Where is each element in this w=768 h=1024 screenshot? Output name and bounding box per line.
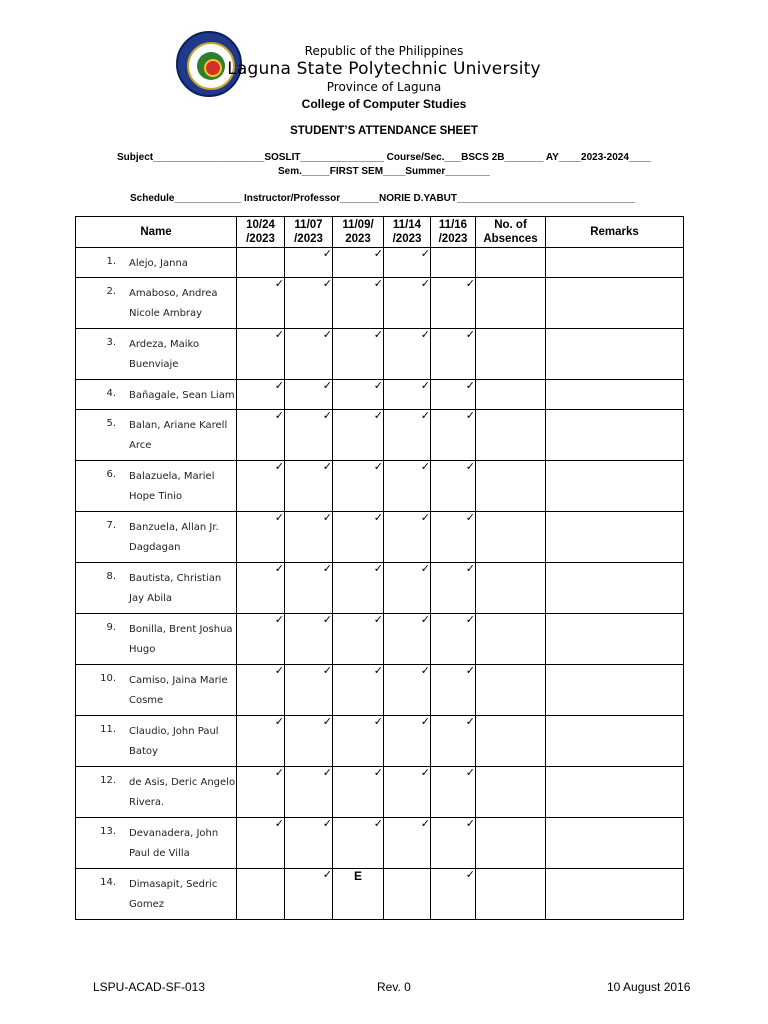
- row-number: 14.: [100, 877, 116, 888]
- attendance-mark-cell: ✓: [431, 716, 476, 767]
- remarks-cell: [546, 380, 684, 410]
- remarks-cell: [546, 665, 684, 716]
- name-column-header: Name: [76, 217, 237, 248]
- attendance-table: [75, 216, 684, 920]
- row-number: 9.: [106, 622, 116, 633]
- absences-column-header: No. of Absences: [476, 217, 546, 248]
- attendance-mark-cell: ✓: [285, 278, 333, 329]
- student-name-cell: [76, 248, 237, 278]
- attendance-mark-cell: ✓: [333, 380, 384, 410]
- subject-course-line: Subject____________________SOSLIT_______________ Course/Sec.___BSCS 2B_______ AY____2023-2024____: [117, 152, 652, 163]
- attendance-mark-cell: ✓: [431, 614, 476, 665]
- row-number: 12.: [100, 775, 116, 786]
- attendance-mark-cell: ✓: [285, 461, 333, 512]
- attendance-mark-cell: ✓: [431, 380, 476, 410]
- remarks-cell: [546, 563, 684, 614]
- absences-cell: [476, 512, 546, 563]
- row-number: 2.: [106, 286, 116, 297]
- sheet-title: STUDENT’S ATTENDANCE SHEET: [290, 125, 478, 137]
- attendance-mark-cell: [384, 869, 431, 920]
- absences-cell: [476, 248, 546, 278]
- table-row: [76, 278, 684, 329]
- attendance-mark-cell: ✓: [333, 461, 384, 512]
- attendance-mark-cell: ✓: [384, 248, 431, 278]
- attendance-mark-cell: ✓: [431, 461, 476, 512]
- absences-cell: [476, 614, 546, 665]
- student-name-cell: [76, 461, 237, 512]
- attendance-mark-cell: ✓: [237, 410, 285, 461]
- attendance-mark-cell: ✓: [384, 461, 431, 512]
- attendance-mark-cell: ✓: [333, 512, 384, 563]
- student-name-cell: [76, 614, 237, 665]
- student-name-cell: [76, 380, 237, 410]
- student-name-cell: [76, 512, 237, 563]
- attendance-mark-cell: ✓: [285, 512, 333, 563]
- row-number: 5.: [106, 418, 116, 429]
- table-row: [76, 818, 684, 869]
- absences-cell: [476, 461, 546, 512]
- attendance-mark-cell: ✓: [237, 614, 285, 665]
- attendance-mark-cell: [237, 869, 285, 920]
- student-name: Balazuela, Mariel Hope Tinio: [129, 471, 215, 502]
- absences-cell: [476, 329, 546, 380]
- republic-heading: Republic of the Philippines: [304, 44, 464, 58]
- remarks-cell: [546, 278, 684, 329]
- province-heading: Province of Laguna: [326, 80, 442, 94]
- absences-cell: [476, 410, 546, 461]
- table-row: [76, 461, 684, 512]
- attendance-mark-cell: ✓: [333, 665, 384, 716]
- row-number: 11.: [100, 724, 116, 735]
- table-row: [76, 380, 684, 410]
- attendance-mark-cell: ✓: [285, 380, 333, 410]
- table-row: [76, 248, 684, 278]
- date-column-header: 11/16 /2023: [431, 217, 476, 248]
- row-number: 1.: [106, 256, 116, 267]
- attendance-mark-cell: [237, 248, 285, 278]
- attendance-mark-cell: ✓: [333, 248, 384, 278]
- student-name-cell: [76, 329, 237, 380]
- attendance-mark-cell: ✓: [431, 410, 476, 461]
- schedule-instructor-line: Schedule____________ Instructor/Professor_______NORIE D.YABUT________________________________: [130, 193, 635, 204]
- college-heading: College of Computer Studies: [301, 97, 467, 111]
- revision-number: Rev. 0: [377, 980, 411, 994]
- remarks-column-header: Remarks: [546, 217, 684, 248]
- remarks-cell: [546, 329, 684, 380]
- university-name: Laguna State Polytechnic University: [227, 59, 541, 79]
- table-row: [76, 329, 684, 380]
- row-number: 4.: [106, 388, 116, 399]
- attendance-mark-cell: ✓: [384, 380, 431, 410]
- absences-cell: [476, 818, 546, 869]
- attendance-mark-cell: ✓: [431, 278, 476, 329]
- student-name: Alejo, Janna: [129, 258, 188, 269]
- attendance-mark-cell: ✓: [237, 716, 285, 767]
- student-name-cell: [76, 410, 237, 461]
- attendance-mark-cell: ✓: [237, 665, 285, 716]
- absences-cell: [476, 767, 546, 818]
- student-name-cell: [76, 665, 237, 716]
- table-row: [76, 767, 684, 818]
- student-name: Bautista, Christian Jay Abila: [129, 573, 222, 604]
- attendance-mark-cell: ✓: [333, 410, 384, 461]
- attendance-mark-cell: ✓: [431, 665, 476, 716]
- attendance-mark-cell: ✓: [285, 869, 333, 920]
- student-name: Bañagale, Sean Liam: [129, 390, 235, 401]
- absences-cell: [476, 278, 546, 329]
- student-name: Amaboso, Andrea Nicole Ambray: [129, 288, 218, 319]
- remarks-cell: [546, 818, 684, 869]
- form-date: 10 August 2016: [607, 980, 691, 994]
- row-number: 6.: [106, 469, 116, 480]
- remarks-cell: [546, 767, 684, 818]
- attendance-mark-cell: ✓: [285, 716, 333, 767]
- student-name: Ardeza, Maiko Buenviaje: [129, 339, 200, 370]
- date-column-header: 11/09/ 2023: [333, 217, 384, 248]
- absences-cell: [476, 869, 546, 920]
- attendance-mark-cell: ✓: [237, 818, 285, 869]
- student-name: Balan, Ariane Karell Arce: [129, 420, 228, 451]
- remarks-cell: [546, 716, 684, 767]
- student-name: Bonilla, Brent Joshua Hugo: [129, 624, 233, 655]
- attendance-mark-cell: ✓: [237, 380, 285, 410]
- attendance-mark-cell: ✓: [285, 329, 333, 380]
- excused-mark-cell: E: [333, 869, 384, 920]
- remarks-cell: [546, 512, 684, 563]
- attendance-mark-cell: ✓: [384, 278, 431, 329]
- remarks-cell: [546, 614, 684, 665]
- attendance-mark-cell: ✓: [237, 461, 285, 512]
- attendance-mark-cell: ✓: [384, 512, 431, 563]
- attendance-mark-cell: ✓: [333, 716, 384, 767]
- attendance-mark-cell: ✓: [384, 410, 431, 461]
- row-number: 3.: [106, 337, 116, 348]
- student-name-cell: [76, 767, 237, 818]
- attendance-mark-cell: ✓: [285, 818, 333, 869]
- student-name: de Asis, Deric Angelo Rivera.: [129, 777, 236, 808]
- student-name: Dimasapit, Sedric Gomez: [129, 879, 218, 910]
- attendance-mark-cell: ✓: [237, 767, 285, 818]
- attendance-mark-cell: ✓: [285, 248, 333, 278]
- table-row: [76, 665, 684, 716]
- attendance-mark-cell: ✓: [333, 614, 384, 665]
- attendance-mark-cell: ✓: [333, 767, 384, 818]
- attendance-mark-cell: ✓: [237, 563, 285, 614]
- attendance-mark-cell: ✓: [384, 767, 431, 818]
- date-column-header: 11/07 /2023: [285, 217, 333, 248]
- remarks-cell: [546, 869, 684, 920]
- date-column-header: 10/24 /2023: [237, 217, 285, 248]
- absences-cell: [476, 716, 546, 767]
- student-name-cell: [76, 818, 237, 869]
- attendance-mark-cell: ✓: [285, 614, 333, 665]
- attendance-mark-cell: ✓: [285, 563, 333, 614]
- attendance-mark-cell: ✓: [384, 329, 431, 380]
- absences-cell: [476, 665, 546, 716]
- semester-line: Sem._____FIRST SEM____Summer________: [278, 166, 490, 177]
- attendance-mark-cell: ✓: [333, 818, 384, 869]
- remarks-cell: [546, 461, 684, 512]
- attendance-mark-cell: ✓: [237, 329, 285, 380]
- student-name: Claudio, John Paul Batoy: [129, 726, 219, 757]
- attendance-mark-cell: ✓: [384, 614, 431, 665]
- absences-cell: [476, 563, 546, 614]
- row-number: 10.: [100, 673, 116, 684]
- attendance-mark-cell: ✓: [285, 767, 333, 818]
- attendance-mark-cell: ✓: [333, 278, 384, 329]
- attendance-mark-cell: ✓: [237, 278, 285, 329]
- attendance-mark-cell: ✓: [384, 665, 431, 716]
- student-name: Camiso, Jaina Marie Cosme: [129, 675, 228, 706]
- attendance-mark-cell: ✓: [431, 869, 476, 920]
- attendance-mark-cell: ✓: [431, 818, 476, 869]
- attendance-mark-cell: [431, 248, 476, 278]
- row-number: 8.: [106, 571, 116, 582]
- attendance-mark-cell: ✓: [431, 767, 476, 818]
- attendance-mark-cell: ✓: [237, 512, 285, 563]
- table-row: [76, 410, 684, 461]
- table-row: [76, 716, 684, 767]
- table-row: [76, 614, 684, 665]
- attendance-mark-cell: ✓: [333, 329, 384, 380]
- row-number: 7.: [106, 520, 116, 531]
- student-name-cell: [76, 563, 237, 614]
- attendance-mark-cell: ✓: [384, 818, 431, 869]
- attendance-mark-cell: ✓: [431, 512, 476, 563]
- table-row: [76, 869, 684, 920]
- student-name-cell: [76, 716, 237, 767]
- attendance-mark-cell: ✓: [431, 329, 476, 380]
- absences-cell: [476, 380, 546, 410]
- remarks-cell: [546, 410, 684, 461]
- student-name: Devanadera, John Paul de Villa: [129, 828, 219, 859]
- form-code: LSPU-ACAD-SF-013: [93, 980, 206, 994]
- attendance-mark-cell: ✓: [285, 665, 333, 716]
- remarks-cell: [546, 248, 684, 278]
- table-row: [76, 563, 684, 614]
- attendance-mark-cell: ✓: [285, 410, 333, 461]
- row-number: 13.: [100, 826, 116, 837]
- attendance-mark-cell: ✓: [431, 563, 476, 614]
- date-column-header: 11/14 /2023: [384, 217, 431, 248]
- student-name-cell: [76, 278, 237, 329]
- attendance-mark-cell: ✓: [333, 563, 384, 614]
- table-row: [76, 512, 684, 563]
- attendance-mark-cell: ✓: [384, 563, 431, 614]
- student-name-cell: [76, 869, 237, 920]
- table-header-row: [76, 217, 684, 248]
- attendance-mark-cell: ✓: [384, 716, 431, 767]
- student-name: Banzuela, Allan Jr. Dagdagan: [129, 522, 219, 553]
